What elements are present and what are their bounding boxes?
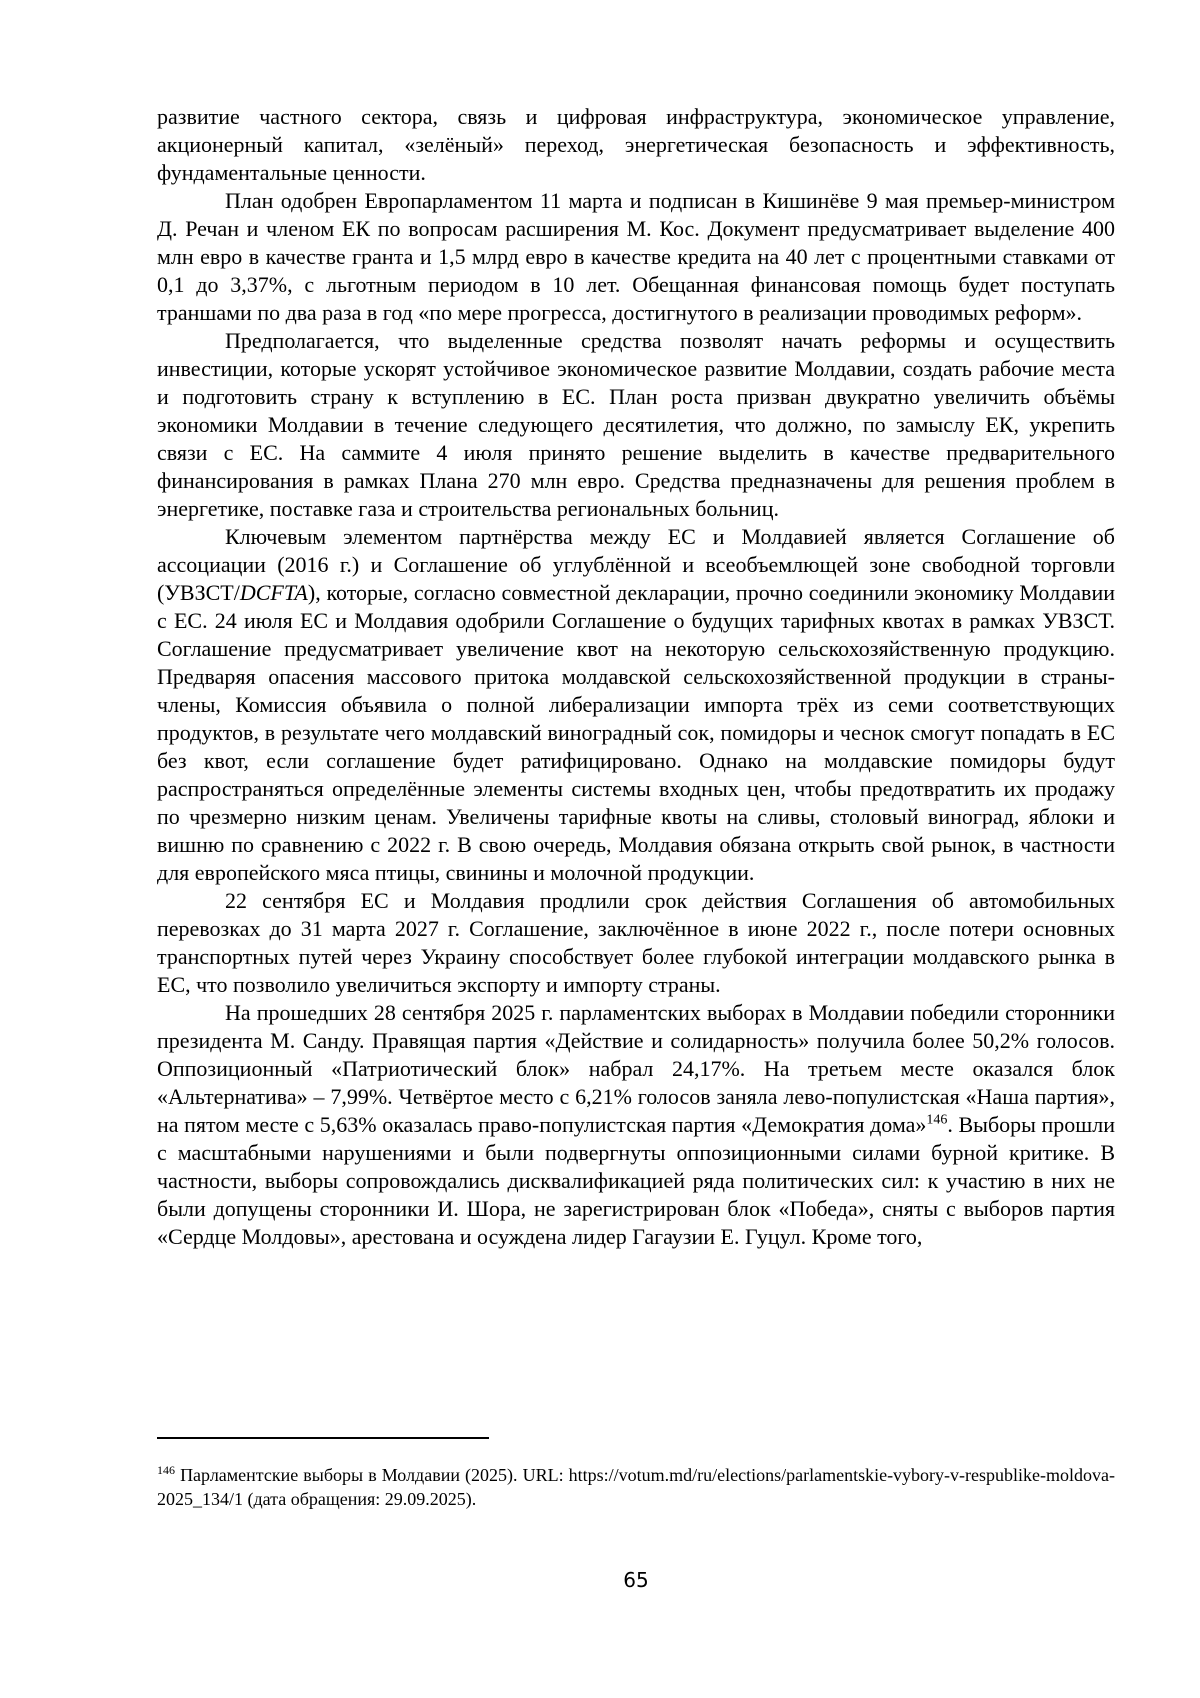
footnote-reference: 146	[926, 1112, 948, 1128]
paragraph	[157, 999, 1115, 1251]
italic-run: DCFTA	[239, 580, 308, 605]
text-run: Предполагается, что выделенные средства позволят начать реформы и осуществить инвестиции, которые ускорят устойчивое экономическое развитие Молдавии, создать рабочие места и подготовить страну к вступлению в ЕС. План роста призван двукратно увеличить объёмы экономики Молдавии в течение следующего десятилетия, что должно, по замыслу ЕК, укрепить связи с ЕС. На саммите 4 июля принято решение выделить в качестве предварительного финансирования в рамках Плана 270 млн евро. Средства предназначены для решения проблем в энергетике, поставке газа и строительства региональных больниц.	[157, 328, 1115, 521]
footnote-text: Парламентские выборы в Молдавии (2025). URL: https://votum.md/ru/elections/parlamentskie-vybory-v-respublike-moldova-2025_134/1 (дата обращения: 29.09.2025).	[157, 1465, 1116, 1509]
text-run: 22 сентября ЕС и Молдавия продлили срок действия Соглашения об автомобильных перевозках до 31 марта 2027 г. Соглашение, заключённое в июне 2022 г., после потери основных транспортных путей через Украину способствует более глубокой интеграции молдавского рынка в ЕС, что позволило увеличиться экспорту и импорту страны.	[157, 888, 1115, 997]
text-run: План одобрен Европарламентом 11 марта и подписан в Кишинёве 9 мая премьер-министром Д. Речан и членом ЕК по вопросам расширения М. Кос. Документ предусматривает выделение 400 млн евро в качестве гранта и 1,5 млрд евро в качестве кредита на 40 лет с процентными ставками от 0,1 до 3,37%, с льготным периодом в 10 лет. Обещанная финансовая помощь будет поступать траншами по два раза в год «по мере прогресса, достигнутого в реализации проводимых реформ».	[157, 188, 1115, 325]
paragraph	[157, 187, 1115, 327]
body-text	[157, 103, 1115, 1251]
text-run: . Выборы прошли с масштабными нарушениями и были подвергнуты оппозиционными силами бурной критике. В частности, выборы сопровождались дисквалификацией ряда политических сил: к участию в них не были допущены сторонники И. Шора, не зарегистрирован блок «Победа», сняты с выборов партия «Сердце Молдовы», арестована и осуждена лидер Гагаузии Е. Гуцул. Кроме того,	[157, 1112, 1115, 1249]
footnote-marker: 146	[157, 1463, 175, 1477]
footnote-separator	[157, 1437, 489, 1439]
footnote-area	[157, 1437, 1115, 1511]
text-run: развитие частного сектора, связь и цифровая инфраструктура, экономическое управление, акционерный капитал, «зелёный» переход, энергетическая безопасность и эффективность, фундаментальные ценности.	[157, 104, 1115, 185]
paragraph	[157, 887, 1115, 999]
text-run: На прошедших 28 сентября 2025 г. парламентских выборах в Молдавии победили сторонники президента М. Санду. Правящая партия «Действие и солидарность» получила более 50,2% голосов. Оппозиционный «Патриотический блок» набрал 24,17%. На третьем месте оказался блок «Альтернатива» – 7,99%. Четвёртое место с 6,21% голосов заняла лево-популистская «Наша партия», на пятом месте с 5,63% оказалась право-популистская партия «Демократия дома»	[157, 1000, 1115, 1137]
paragraph	[157, 103, 1115, 187]
footnote	[157, 1463, 1115, 1511]
text-run: ), которые, согласно совместной декларации, прочно соединили экономику Молдавии с ЕС. 24 июля ЕС и Молдавия одобрили Соглашение о будущих тарифных квотах в рамках УВЗСТ. Соглашение предусматривает увеличение квот на некоторую сельскохозяйственную продукцию. Предваряя опасения массового притока молдавской сельскохозяйственной продукции в страны-члены, Комиссия объявила о полной либерализации импорта трёх из семи соответствующих продуктов, в результате чего молдавский виноградный сок, помидоры и чеснок смогут попадать в ЕС без квот, если соглашение будет ратифицировано. Однако на молдавские помидоры будут распространяться определённые элементы системы входных цен, чтобы предотвратить их продажу по чрезмерно низким ценам. Увеличены тарифные квоты на сливы, столовый виноград, яблоки и вишню по сравнению с 2022 г. В свою очередь, Молдавия обязана открыть свой рынок, в частности для европейского мяса птицы, свинины и молочной продукции.	[157, 580, 1115, 885]
paragraph	[157, 327, 1115, 523]
paragraph	[157, 523, 1115, 887]
text-run: Ключевым элементом партнёрства между ЕС и Молдавией является Соглашение об ассоциации (2016 г.) и Соглашение об углублённой и всеобъемлющей зоне свободной торговли (УВЗСТ/	[157, 524, 1115, 605]
page-number: 65	[623, 1568, 649, 1592]
